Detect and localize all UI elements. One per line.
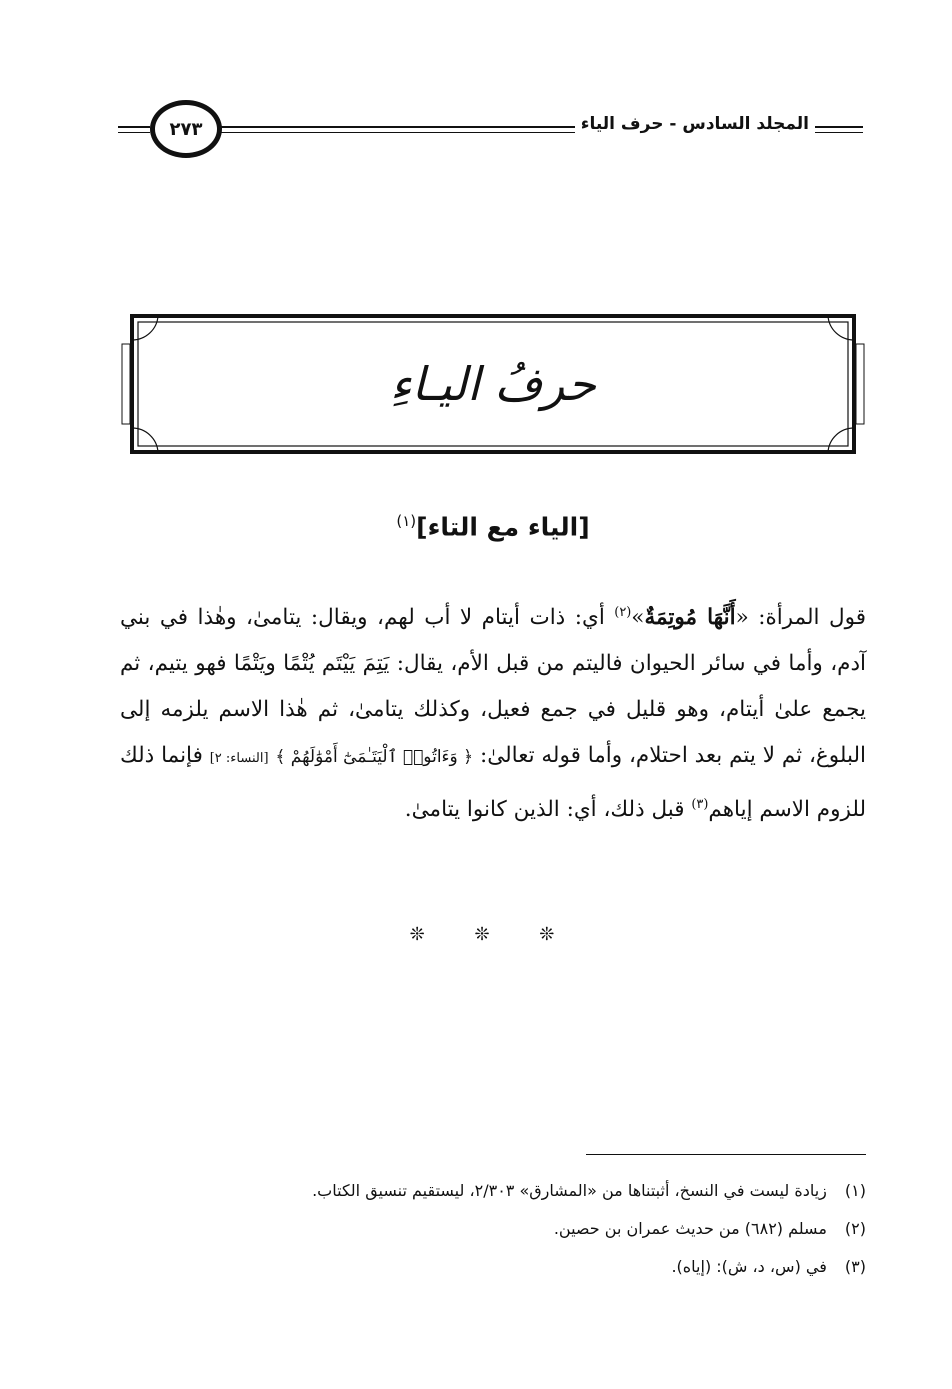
footnote-text: مسلم (٦٨٢) من حديث عمران بن حصين. bbox=[553, 1219, 827, 1238]
footnote-2 bbox=[120, 1210, 866, 1248]
section-separator: ❊ ❊ ❊ bbox=[409, 924, 577, 945]
footnote-mark: (٣) bbox=[844, 1257, 866, 1276]
page-number: ٢٧٣ bbox=[169, 118, 203, 140]
body-text-after-verse: فإنما ذلك للزوم الاسم إياهم bbox=[120, 743, 866, 823]
footnote-text: في (س، د، ش): (إياه). bbox=[671, 1257, 827, 1276]
footnote-mark: (١) bbox=[844, 1181, 866, 1200]
page-number-badge bbox=[150, 100, 222, 158]
body-text-main: أي: ذات أيتام لا أب لهم، ويقال: يتامىٰ، وهٰذا في بني آدم، وأما في سائر الحيوان فاليتم من قبل الأم، يقال: يَتِمَ يَيْتَم يُتْمًا ويَتْمًا فهو يتيم، ثم يجمع علىٰ أيتام، وهو قليل في جمع فعيل، وكذلك يتامىٰ، ثم هٰذا الاسم يلزمه إلى البلوغ، ثم لا يتم بعد احتلام، وأما قوله تعالىٰ: bbox=[120, 605, 866, 769]
body-text-end: قبل ذلك، أي: الذين كانوا يتامىٰ. bbox=[404, 797, 692, 823]
section-heading-text: [الياء مع التاء] bbox=[416, 512, 590, 542]
surah-reference: [النساء: ٢] bbox=[209, 751, 269, 767]
quran-verse: ﴿ وَءَاتُوا۟ ٱلْيَتَـٰمَىٰٓ أَمْوَٰلَهُمْ ﴾ bbox=[275, 747, 474, 768]
footnote-text: زيادة ليست في النسخ، أثبتناها من «المشارق» ٢/٣٠٣، ليستقيم تنسيق الكتاب. bbox=[312, 1181, 827, 1200]
header-rule-left bbox=[118, 126, 150, 128]
hadith-quote: أَنَّهَا مُوتِمَةٌ bbox=[644, 605, 736, 631]
running-title: المجلد السادس - حرف الياء bbox=[575, 114, 815, 134]
footnote-3 bbox=[120, 1248, 866, 1286]
footnote-1 bbox=[120, 1172, 866, 1210]
footnotes bbox=[120, 1172, 866, 1286]
footnote-mark: (٢) bbox=[844, 1219, 866, 1238]
chapter-title: حرفُ اليـاءِ bbox=[390, 357, 596, 411]
header-rule-left-thin bbox=[118, 132, 150, 133]
body-text-start: قول المرأة: « bbox=[735, 605, 866, 631]
chapter-title-frame bbox=[120, 314, 866, 454]
running-header bbox=[118, 100, 863, 170]
section-heading bbox=[120, 512, 866, 541]
footnote-ref-3: (٣) bbox=[691, 797, 709, 813]
body-paragraph bbox=[120, 590, 866, 833]
quote-close: » bbox=[631, 605, 645, 631]
footnote-rule bbox=[586, 1154, 866, 1155]
footnote-ref-1: (١) bbox=[396, 512, 417, 530]
footnote-ref-2: (٢) bbox=[614, 605, 632, 620]
